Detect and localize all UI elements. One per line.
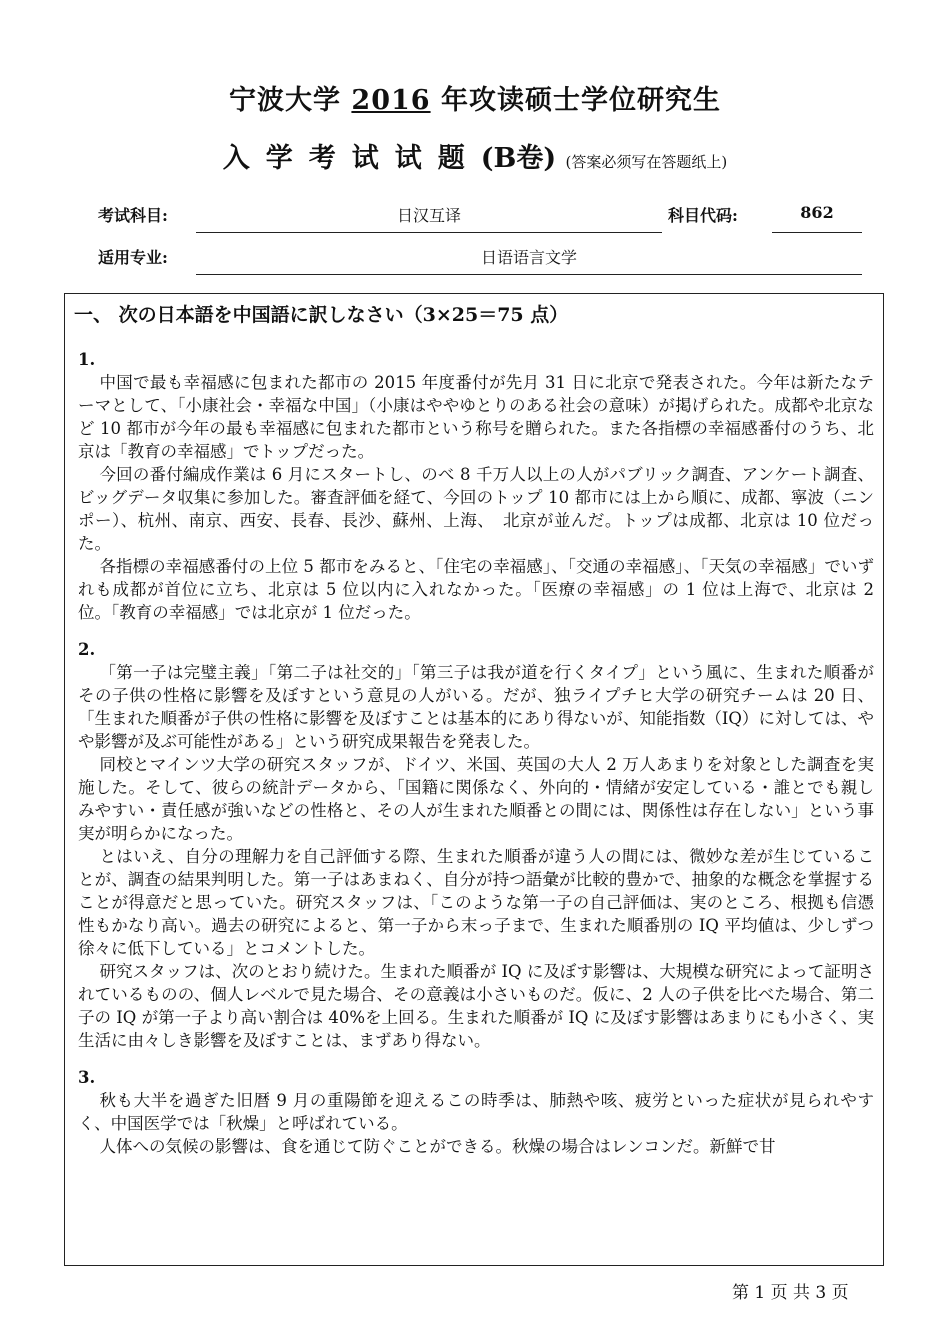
paragraph: 研究スタッフは、次のとおり続けた。生まれた順番が IQ に及ぼす影響は、大規模な研究によって証明されているものの、個人レベルで見た場合、その意義は小さいものだ。仮に、2 人の子供を比べた場合、第二子の IQ が第一子より高い割合は 40%を上回る。生まれた順番が IQ に及ぼす影響はあまりにも小さく、実生活に由々しき影響を及ぼすことは、まずあり得ない。 [78,962,874,1050]
code-value: 862 [800,203,834,222]
title-university: 宁波大学 [229,85,342,116]
exam-title-line2 [0,136,950,175]
paragraph: とはいえ、自分の理解力を自己評価する際、生まれた順番が違う人の間には、微妙な差が生じていることが、調査の結果判明した。第一子はあまねく、自分が持つ語彙が比較的豊かで、抽象的な概念を掌握することが得意だと思っていた。研究スタッフは、「このような第一子の自己評価は、実のところ、根拠も信憑性もかなり高い。過去の研究によると、第一子から末っ子まで、生まれた順番別の IQ 平均値は、少しずつ徐々に低下している」とコメントした。 [78,847,874,958]
code-underline [772,232,862,233]
major-underline [196,274,862,275]
paragraph: 人体への気候の影響は、食を通じて防ぐことができる。秋燥の場合はレンコンだ。新鮮で甘 [99,1137,776,1156]
question-number: 3. [78,1068,96,1087]
title-volume: (B卷) [480,143,557,174]
question-number: 2. [78,640,96,659]
subject-value: 日汉互译 [396,206,461,225]
paragraph: 「第一子は完璧主義」「第二子は社交的」「第三子は我が道を行くタイプ」という風に、生まれた順番がその子供の性格に影響を及ぼすという意見の人がいる。だが、独ライプチヒ大学の研究チームは 20 日、「生まれた順番が子供の性格に影響を及ぼすことは基本的にあり得ないが、知能指数（IQ）に対しては、やや影響が及ぶ可能性がある」という研究成果報告を発表した。 [78,663,874,751]
paragraph: 中国で最も幸福感に包まれた都市の 2015 年度番付が先月 31 日に北京で発表された。今年は新たなテーマとして、「小康社会・幸福な中国」（小康はややゆとりのある社会の意味）が掲げられた。成都や北京など 10 都市が今年の最も幸福感に包まれた都市という称号を贈られた。また各指標の幸福感番付のうち、北京は「教育の幸福感」でトップだった。 [78,373,874,461]
major-value: 日语语言文学 [480,248,577,267]
title-note: (答案必须写在答题纸上) [565,153,728,171]
exam-title-line1 [0,78,950,117]
title-program: 年攻读硕士学位研究生 [440,85,721,116]
question-1 [78,348,874,624]
question-2 [78,638,874,1052]
page-number: 第 1 页 共 3 页 [732,1283,849,1303]
question-3 [78,1066,874,1158]
major-label: 适用专业: [98,248,168,267]
paragraph: 同校とマインツ大学の研究スタッフが、ドイツ、米国、英国の大人 2 万人あまりを対象とした調査を実施した。そして、彼らの統計データから、「国籍に関係なく、外向的・情緒が安定している・誰とでも親しみやすい・責任感が強いなどの性格と、その人が生まれた順番との間には、関係性は存在しない」という事実が明らかになった。 [78,755,874,843]
paragraph: 各指標の幸福感番付の上位 5 都市をみると、「住宅の幸福感」、「交通の幸福感」、「天気の幸福感」でいずれも成都が首位に立ち、北京は 5 位以内に入れなかった。「医療の幸福感」の 1 位は上海で、北京は 2 位。「教育の幸福感」では北京が 1 位だった。 [78,557,874,622]
code-label: 科目代码: [668,206,738,225]
question-number: 1. [78,350,96,369]
paragraph: 秋も大半を過ぎた旧暦 9 月の重陽節を迎えるこの時季は、肺熱や咳、疲労といった症状が見られやすく、中国医学では「秋燥」と呼ばれている。 [78,1091,874,1133]
title-main: 入学考试试题 [222,143,481,174]
questions-content [78,348,874,1158]
title-year: 2016 [351,85,431,116]
paragraph: 今回の番付編成作業は 6 月にスタートし、のべ 8 千万人以上の人がパブリック調査、アンケート調査、ビッグデータ収集に参加した。審査評価を経て、今回のトップ 10 都市には上から順に、成都、寧波（ニンポー）、杭州、南京、西安、長春、長沙、蘇州、上海、 北京が並んだ。トップは成都、北京は 10 位だった。 [78,465,874,553]
subject-label: 考试科目: [98,206,168,225]
subject-underline [196,232,662,233]
section-heading: 一、 次の日本語を中国語に訳しなさい（3×25＝75 点） [74,304,569,326]
